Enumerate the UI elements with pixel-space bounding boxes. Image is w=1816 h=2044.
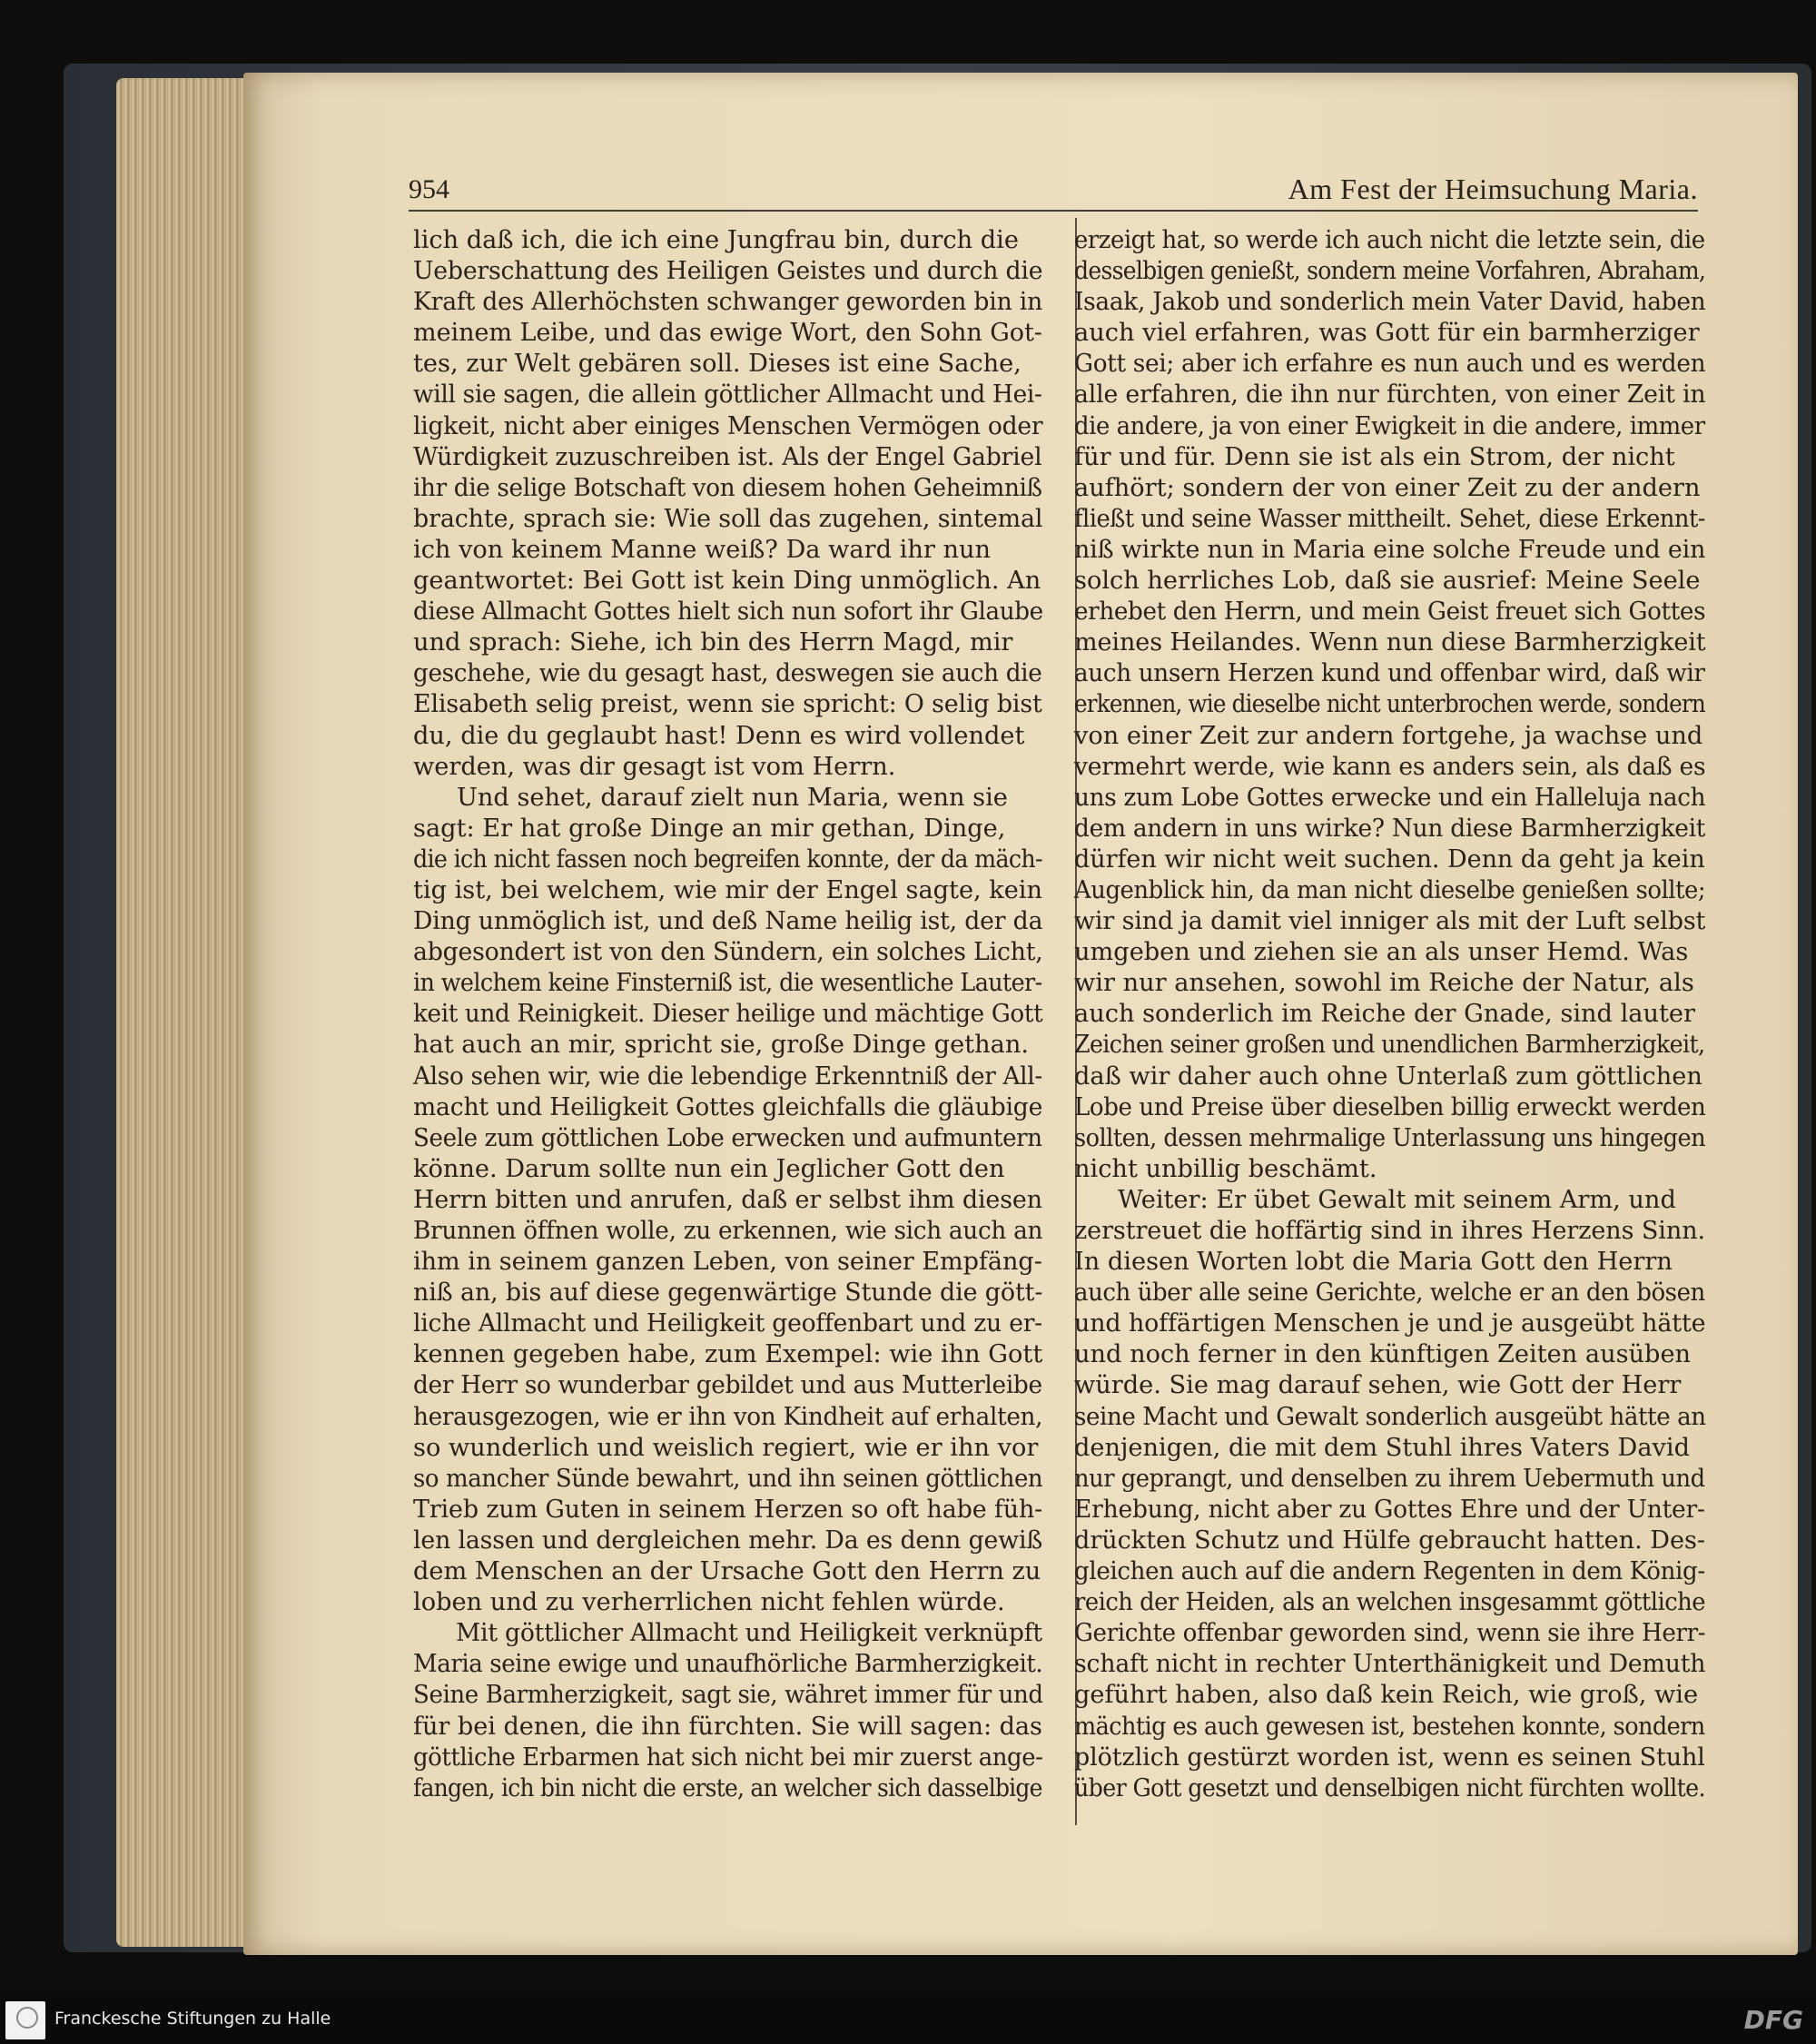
text-line: würde. Sie mag darauf sehen, wie Gott der Herr xyxy=(1074,1371,1682,1400)
text-line: Herrn bitten und anrufen, daß er selbst ihm diesen xyxy=(413,1185,1042,1214)
right-text-column xyxy=(1074,225,1705,1804)
text-line: erzeigt hat, so werde ich auch nicht die letzte sein, die xyxy=(1074,226,1705,254)
text-line: über Gott gesetzt und denselbigen nicht fürchten wollte. xyxy=(1074,1773,1705,1802)
text-line: auch sonderlich im Reiche der Gnade, sind lauter xyxy=(1074,1000,1696,1029)
text-line: göttliche Erbarmen hat sich nicht bei mir zuerst ange- xyxy=(413,1743,1043,1772)
text-line: geantwortet: Bei Gott ist kein Ding unmöglich. An xyxy=(413,567,1041,596)
text-line: Isaak, Jakob und sonderlich mein Vater David, haben xyxy=(1074,288,1706,317)
text-line: meines Heilandes. Wenn nun diese Barmherzigkeit xyxy=(1074,628,1706,657)
text-line: desselbigen genießt, sondern meine Vorfahren, Abraham, xyxy=(1074,257,1706,286)
text-line: auch über alle seine Gerichte, welche er an den bösen xyxy=(1074,1279,1705,1308)
text-line: Gerichte offenbar geworden sind, wenn sie ihre Herr- xyxy=(1074,1619,1706,1648)
text-line: nicht unbillig beschämt. xyxy=(1074,1154,1377,1183)
text-line: fangen, ich bin nicht die erste, an welcher sich dasselbige xyxy=(413,1773,1042,1802)
page-number: 954 xyxy=(409,174,449,204)
text-line: in welchem keine Finsterniß ist, die wesentliche Lauter- xyxy=(413,969,1042,998)
text-line: fließt und seine Wasser mittheilt. Sehet, diese Erkennt- xyxy=(1074,504,1705,533)
text-line: vermehrt werde, wie kann es anders sein, als daß es xyxy=(1074,752,1706,781)
text-line: ihr die selige Botschaft von diesem hohen Geheimniß xyxy=(413,473,1042,502)
text-line: tes, zur Welt gebären soll. Dieses ist eine Sache, xyxy=(413,350,1022,379)
text-line: dem Menschen an der Ursache Gott den Herrn zu xyxy=(413,1557,1041,1586)
text-line: Trieb zum Guten in seinem Herzen so oft habe füh- xyxy=(413,1495,1043,1524)
text-line: Mit göttlicher Allmacht und Heiligkeit verknüpft xyxy=(455,1619,1042,1648)
text-line: für und für. Denn sie ist als ein Strom, der nicht xyxy=(1074,442,1675,471)
text-line: die ich nicht fassen noch begreifen konnte, der da mäch- xyxy=(413,844,1042,874)
text-line: Augenblick hin, da man nicht dieselbe genießen sollte; xyxy=(1074,875,1706,904)
text-line: sagt: Er hat große Dinge an mir gethan, Dinge, xyxy=(413,814,1006,843)
text-line: diese Allmacht Gottes hielt sich nun sofort ihr Glaube xyxy=(413,597,1043,627)
text-line: Ding unmöglich ist, und deß Name heilig ist, der da xyxy=(413,907,1043,936)
text-line: Seele zum göttlichen Lobe erwecken und aufmuntern xyxy=(413,1123,1042,1152)
text-line: Erhebung, nicht aber zu Gottes Ehre und der Unter- xyxy=(1074,1495,1705,1524)
text-line: ihm in seinem ganzen Leben, von seiner Empfäng- xyxy=(413,1248,1042,1277)
institution-name: Franckesche Stiftungen zu Halle xyxy=(54,2009,331,2029)
text-line: nur geprangt, und denselben zu ihrem Uebermuth und xyxy=(1074,1464,1705,1493)
page-block-edge xyxy=(116,78,262,1947)
text-line: Zeichen seiner großen und unendlichen Barmherzigkeit, xyxy=(1074,1031,1705,1060)
text-line: werden, was dir gesagt ist vom Herrn. xyxy=(413,752,896,781)
header-rule xyxy=(409,210,1698,212)
text-line: niß wirkte nun in Maria eine solche Freude und ein xyxy=(1074,535,1706,564)
text-line: will sie sagen, die allein göttlicher Allmacht und Hei- xyxy=(413,380,1042,410)
running-title: Am Fest der Heimsuchung Maria. xyxy=(1288,173,1698,205)
text-line: denjenigen, die mit dem Stuhl ihres Vaters David xyxy=(1074,1433,1691,1462)
text-line: brachte, sprach sie: Wie soll das zugehen, sintemal xyxy=(413,504,1043,533)
text-line: dürfen wir nicht weit suchen. Denn da geht ja kein xyxy=(1074,844,1705,874)
text-line: Seine Barmherzigkeit, sagt sie, währet immer für und xyxy=(413,1681,1043,1710)
text-line: uns zum Lobe Gottes erwecke und ein Halleluja nach xyxy=(1074,783,1706,812)
text-line: aufhört; sondern der von einer Zeit zu der andern xyxy=(1074,473,1701,502)
text-line: Lobe und Preise über dieselben billig erweckt werden xyxy=(1074,1092,1706,1121)
text-line: so wunderlich und weislich regiert, wie er ihn vor xyxy=(413,1433,1039,1462)
text-line: seine Macht und Gewalt sonderlich ausgeübt hätte an xyxy=(1074,1402,1706,1431)
text-line: Brunnen öffnen wolle, zu erkennen, wie sich auch an xyxy=(413,1217,1043,1245)
text-line: sollten, dessen mehrmalige Unterlassung uns hingegen xyxy=(1074,1123,1706,1152)
text-line: gleichen auch auf die andern Regenten in dem König- xyxy=(1074,1557,1705,1586)
institution-logo-icon xyxy=(5,2001,45,2039)
text-line: Elisabeth selig preist, wenn sie spricht: O selig bist xyxy=(413,690,1042,719)
text-line: Weiter: Er übet Gewalt mit seinem Arm, und xyxy=(1118,1185,1676,1214)
text-line: Würdigkeit zuzuschreiben ist. Als der Engel Gabriel xyxy=(413,442,1042,471)
text-line: alle erfahren, die ihn nur fürchten, von einer Zeit in xyxy=(1074,380,1706,410)
text-line: schaft nicht in rechter Unterthänigkeit und Demuth xyxy=(1074,1650,1706,1679)
text-line: loben und zu verherrlichen nicht fehlen würde. xyxy=(413,1588,1005,1617)
page-header xyxy=(409,173,1698,209)
text-line: kennen gegeben habe, zum Exempel: wie ihn Gott xyxy=(413,1340,1043,1369)
text-line: und noch ferner in den künftigen Zeiten ausüben xyxy=(1074,1340,1692,1369)
text-line: der Herr so wunderbar gebildet und aus Mutterleibe xyxy=(413,1371,1042,1400)
text-line: zerstreuet die hoffärtig sind in ihres Herzens Sinn. xyxy=(1074,1217,1706,1245)
text-line: wir sind ja damit viel inniger als mit der Luft selbst xyxy=(1074,907,1706,936)
text-line: und sprach: Siehe, ich bin des Herrn Magd, mir xyxy=(413,628,1013,657)
text-line: auch viel erfahren, was Gott für ein barmherziger xyxy=(1074,319,1700,348)
text-line: die andere, ja von einer Ewigkeit in die andere, immer xyxy=(1074,411,1705,440)
text-line: könne. Darum sollte nun ein Jeglicher Gott den xyxy=(413,1154,1005,1183)
text-line: niß an, bis auf diese gegenwärtige Stunde die gött- xyxy=(413,1279,1043,1308)
text-line: reich der Heiden, als an welchen insgesammt göttliche xyxy=(1074,1588,1706,1617)
text-line: auch unsern Herzen kund und offenbar wird, daß wir xyxy=(1074,659,1705,688)
text-line: liche Allmacht und Heiligkeit geoffenbart und zu er- xyxy=(413,1309,1042,1338)
text-line: umgeben und ziehen sie an als unser Hemd. Was xyxy=(1074,938,1689,967)
text-line: geführt haben, also daß kein Reich, wie groß, wie xyxy=(1074,1681,1699,1710)
text-line: len lassen und dergleichen mehr. Da es denn gewiß xyxy=(413,1526,1043,1555)
text-line: Kraft des Allerhöchsten schwanger geworden bin in xyxy=(413,288,1043,317)
text-line: Gott sei; aber ich erfahre es nun auch und es werden xyxy=(1074,350,1706,379)
text-line: drückten Schutz und Hülfe gebraucht hatten. Des- xyxy=(1074,1526,1705,1555)
text-line: Und sehet, darauf zielt nun Maria, wenn sie xyxy=(457,783,1008,812)
text-line: solch herrliches Lob, daß sie ausrief: Meine Seele xyxy=(1074,567,1701,596)
text-line: wir nur ansehen, sowohl im Reiche der Natur, als xyxy=(1074,969,1694,998)
dfg-logo: DFG xyxy=(1743,2005,1803,2035)
text-line: keit und Reinigkeit. Dieser heilige und mächtige Gott xyxy=(413,1000,1043,1029)
text-line: hat auch an mir, spricht sie, große Dinge gethan. xyxy=(413,1031,1029,1060)
text-line: ich von keinem Manne weiß? Da ward ihr nun xyxy=(413,535,992,564)
text-line: meinem Leibe, und das ewige Wort, den Sohn Got- xyxy=(413,319,1042,348)
text-line: plötzlich gestürzt worden ist, wenn es seinen Stuhl xyxy=(1074,1743,1705,1772)
text-line: du, die du geglaubt hast! Denn es wird vollendet xyxy=(413,721,1025,750)
text-line: abgesondert ist von den Sündern, ein solches Licht, xyxy=(413,938,1043,967)
footer-bar xyxy=(0,1996,1816,2044)
text-line: Ueberschattung des Heiligen Geistes und durch die xyxy=(413,257,1043,286)
text-line: und hoffärtigen Menschen je und je ausgeübt hätte xyxy=(1074,1309,1706,1338)
text-line: für bei denen, die ihn fürchten. Sie will sagen: das xyxy=(413,1712,1042,1741)
text-line: In diesen Worten lobt die Maria Gott den Herrn xyxy=(1074,1248,1673,1277)
text-line: dem andern in uns wirke? Nun diese Barmherzigkeit xyxy=(1074,814,1706,843)
text-line: daß wir daher auch ohne Unterlaß zum göttlichen xyxy=(1074,1061,1702,1091)
text-line: Maria seine ewige und unaufhörliche Barmherzigkeit. xyxy=(413,1650,1043,1679)
left-text-column xyxy=(413,225,1042,1804)
text-line: ligkeit, nicht aber einiges Menschen Vermögen oder xyxy=(413,411,1043,440)
text-line: mächtig es auch gewesen ist, bestehen konnte, sondern xyxy=(1074,1712,1705,1741)
text-line: Also sehen wir, wie die lebendige Erkenntniß der All- xyxy=(413,1061,1042,1091)
text-line: erhebet den Herrn, und mein Geist freuet sich Gottes xyxy=(1074,597,1706,627)
text-line: erkennen, wie dieselbe nicht unterbrochen werde, sondern xyxy=(1074,690,1705,719)
text-line: geschehe, wie du gesagt hast, deswegen sie auch die xyxy=(413,659,1042,688)
text-line: tig ist, bei welchem, wie mir der Engel sagte, kein xyxy=(413,875,1042,904)
text-line: macht und Heiligkeit Gottes gleichfalls die gläubige xyxy=(413,1092,1043,1121)
text-line: lich daß ich, die ich eine Jungfrau bin, durch die xyxy=(413,226,1019,254)
text-line: von einer Zeit zur andern fortgehe, ja wachse und xyxy=(1074,721,1703,750)
text-line: so mancher Sünde bewahrt, und ihn seinen göttlichen xyxy=(413,1464,1043,1493)
text-line: herausgezogen, wie er ihn von Kindheit auf erhalten, xyxy=(413,1402,1043,1431)
